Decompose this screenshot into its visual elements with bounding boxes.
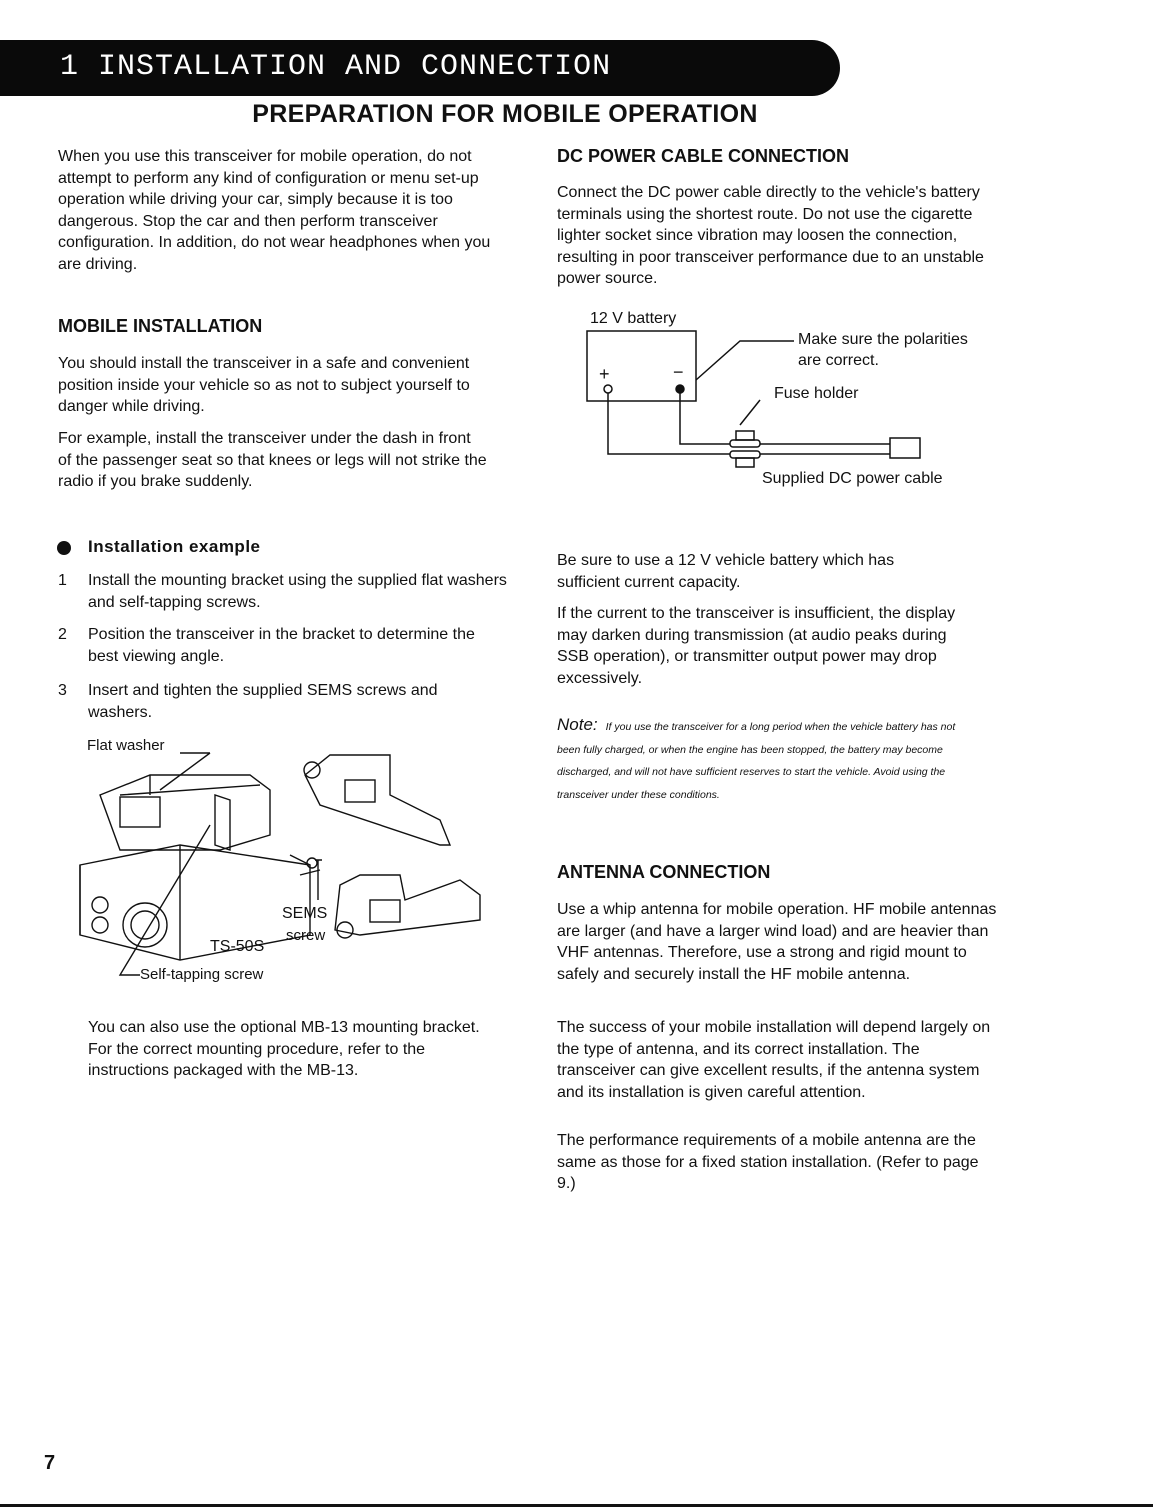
step-number: 3 <box>58 682 67 699</box>
mounting-bracket-illustration <box>60 735 500 990</box>
polarity-label-2: are correct. <box>798 352 879 369</box>
dc-wiring-diagram <box>560 300 1000 500</box>
antenna-heading: ANTENNA CONNECTION <box>557 862 771 882</box>
paragraph: Be sure to use a 12 V vehicle battery which has sufficient current capacity. <box>557 552 895 591</box>
list-item <box>58 680 498 723</box>
model-label: TS-50S <box>210 938 265 955</box>
paragraph: Use a whip antenna for mobile operation. HF mobile antennas are larger (and have a larger wind load) and are heavier than VHF antennas. Therefore, use a strong and rigid mount to safely and securely install the HF mobile antenna. <box>557 901 997 983</box>
dc-power-heading: DC POWER CABLE CONNECTION <box>557 146 849 166</box>
paragraph: Connect the DC power cable directly to the vehicle's battery terminals using the shortest route. Do not use the cigarette lighter socket since vibration may loosen the connection, resulting in poor transceiver performance due to an unstable power source. <box>557 184 984 287</box>
step-text: Install the mounting bracket using the supplied flat washers and self-tapping screws. <box>88 572 507 611</box>
step-text: Insert and tighten the supplied SEMS screws and washers. <box>88 682 438 721</box>
note-text: If you use the transceiver for a long period when the vehicle battery has not been fully charged, or when the engine has been stopped, the battery may become discharged, and will not have sufficient reserves to start the vehicle. Avoid using the transceiver under these conditions. <box>557 721 956 801</box>
paragraph: The success of your mobile installation will depend largely on the type of antenna, and its correct installation. The transceiver can give excellent results, if the antenna system and its installation is given careful attention. <box>557 1019 991 1101</box>
polarity-label: Make sure the polarities <box>798 331 968 348</box>
minus-terminal: − <box>673 362 684 382</box>
paragraph: You should install the transceiver in a safe and convenient position inside your vehicle so as not to subject yourself to danger while driving. <box>58 355 470 415</box>
screw-label: screw <box>286 927 326 944</box>
mb13-paragraph: You can also use the optional MB-13 mounting bracket. For the correct mounting procedure, refer to the instructions packaged with the MB-13. <box>88 1019 480 1079</box>
paragraph: For example, install the transceiver under the dash in front of the passenger seat so that knees or legs will not strike the radio if you brake suddenly. <box>58 430 487 490</box>
step-number: 1 <box>58 572 67 589</box>
installation-figure <box>60 735 500 990</box>
page-number: 7 <box>44 1452 56 1474</box>
chapter-title: 1 INSTALLATION AND CONNECTION <box>60 50 612 84</box>
page-title: PREPARATION FOR MOBILE OPERATION <box>252 100 758 128</box>
power-cable-label: Supplied DC power cable <box>762 470 943 487</box>
note <box>557 714 977 806</box>
footer-rule <box>0 1504 1153 1507</box>
sems-label: SEMS <box>282 905 328 922</box>
mobile-installation-heading: MOBILE INSTALLATION <box>58 316 263 336</box>
list-item <box>58 624 478 667</box>
installation-example-heading: Installation example <box>88 537 261 556</box>
intro-paragraph: When you use this transceiver for mobile operation, do not attempt to perform any kind of configuration or menu set-up operation while driving your car, simply because it is too dangerous. Stop the car and then perform transceiver configuration. In addition, do not wear headphones when you are driving. <box>58 148 491 273</box>
step-number: 2 <box>58 626 67 643</box>
step-text: Position the transceiver in the bracket to determine the best viewing angle. <box>88 626 475 665</box>
list-item <box>58 570 508 613</box>
note-label: Note: <box>557 715 598 734</box>
plus-terminal: + <box>599 364 610 384</box>
bullet-icon <box>57 541 71 555</box>
fuse-holder-label: Fuse holder <box>774 385 859 402</box>
self-tapping-screw-label: Self-tapping screw <box>140 966 264 983</box>
flat-washer-label: Flat washer <box>87 737 165 754</box>
battery-label: 12 V battery <box>590 310 677 327</box>
paragraph: The performance requirements of a mobile antenna are the same as those for a fixed station installation. (Refer to page 9.) <box>557 1132 979 1192</box>
paragraph: If the current to the transceiver is insufficient, the display may darken during transmission (at audio peaks during SSB operation), or transmitter output power may drop excessively. <box>557 605 956 687</box>
